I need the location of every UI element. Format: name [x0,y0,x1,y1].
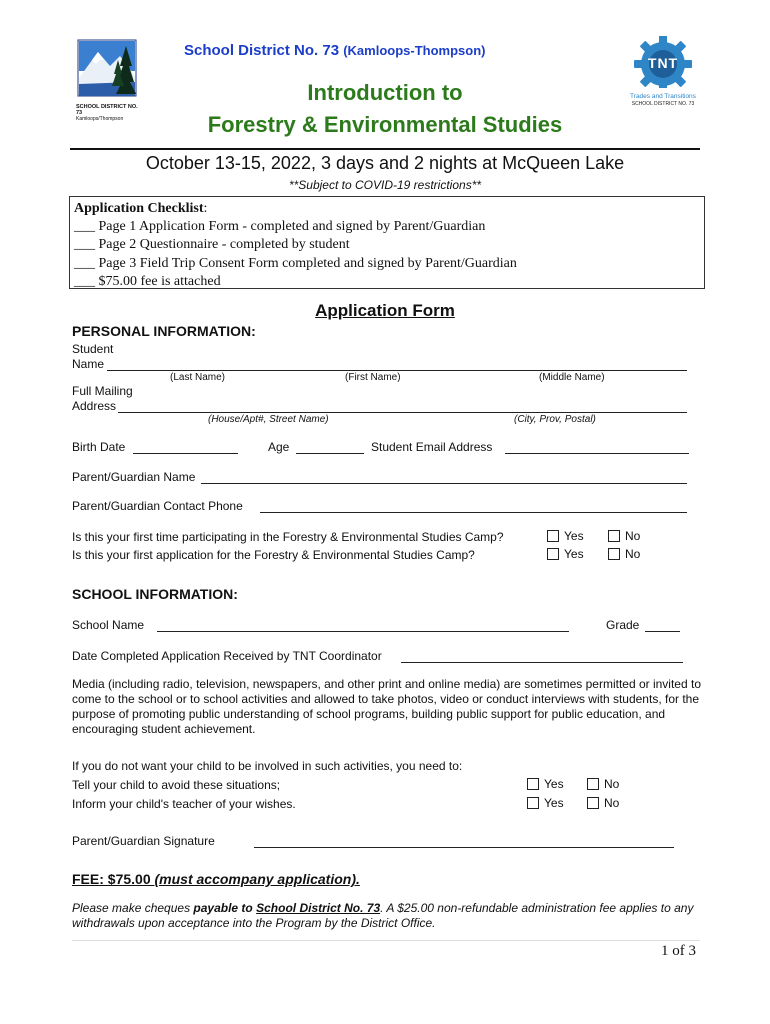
student-name-field[interactable] [107,370,687,371]
birth-date-label: Birth Date [72,440,126,454]
covid-note: **Subject to COVID-19 restrictions** [288,178,482,192]
checklist-item: ___ Page 3 Field Trip Consent Form completed and signed by Parent/Guardian [74,255,517,271]
fee-note: Please make cheques payable to School District No. 73. A $25.00 non-refundable administration fee applies to any withdrawals upon acceptance into the Program by the District Office. [72,901,694,930]
middle-name-caption: (Middle Name) [539,372,605,383]
student-name-label2: Name [72,357,105,371]
camp-dates: October 13-15, 2022, 3 days and 2 nights at McQueen Lake [145,153,625,173]
parent-phone-field[interactable] [260,512,687,513]
header-divider [70,148,700,150]
school-name-field[interactable] [157,631,569,632]
street-caption: (House/Apt#, Street Name) [208,414,329,425]
sd73-logo-text: SCHOOL DISTRICT NO. 73 [76,104,138,116]
q2-yes-option[interactable]: Yes [547,547,584,561]
q1-no-checkbox[interactable] [608,530,620,542]
optout-intro: If you do not want your child to be involved in such activities, you need to: [72,759,463,773]
tnt-logo-subtext: SCHOOL DISTRICT NO. 73 [631,101,695,107]
application-form-heading: Application Form [315,301,455,320]
signature-field[interactable] [254,847,674,848]
optout-tell-child: Tell your child to avoid these situations; [72,778,281,792]
parent-name-label: Parent/Guardian Name [72,470,196,484]
tnt-logo-tagline: Trades and Transitions [630,93,696,100]
question-first-time: Is this your first time participating in the Forestry & Environmental Studies Camp? [72,530,504,544]
q2-no-option[interactable]: No [608,547,640,561]
checklist-title: Application Checklist: [74,201,208,216]
sd73-logo-subtext: Kamloops/Thompson [76,116,124,122]
signature-label: Parent/Guardian Signature [72,834,215,848]
media-paragraph: Media (including radio, television, newspapers, and other print and online media) are sometimes permitted or invited to come to the school or to school activities and allowed to take photos, video or conduct interviews with students, for the purpose of promoting public understanding of school programs, building public support for public education, and encouraging student achievement. [72,677,701,736]
age-label: Age [268,440,290,454]
q2-no-checkbox[interactable] [608,548,620,560]
parent-name-field[interactable] [201,483,687,484]
checklist-item: ___ $75.00 fee is attached [74,273,221,289]
optout1-yes-option[interactable]: Yes [527,777,564,791]
optout-inform-teacher: Inform your child's teacher of your wishes. [72,797,296,811]
question-first-application: Is this your first application for the Forestry & Environmental Studies Camp? [72,548,475,562]
personal-info-heading: PERSONAL INFORMATION: [72,323,256,339]
city-caption: (City, Prov, Postal) [514,414,596,425]
optout2-no-checkbox[interactable] [587,797,599,809]
application-checklist [69,196,705,289]
optout2-yes-option[interactable]: Yes [527,796,564,810]
student-name-label1: Student [72,342,114,356]
birth-date-field[interactable] [133,453,238,454]
last-name-caption: (Last Name) [170,372,226,383]
title-line1: Introduction to [307,80,463,105]
optout2-no-option[interactable]: No [587,796,619,810]
address-label2: Address [72,399,117,413]
fee-heading: FEE: $75.00 (must accompany application). [72,871,360,887]
age-field[interactable] [296,453,364,454]
checklist-item: ___ Page 1 Application Form - completed and signed by Parent/Guardian [74,219,486,235]
email-label: Student Email Address [371,440,493,454]
address-field[interactable] [118,412,687,413]
first-name-caption: (First Name) [345,372,401,383]
school-info-heading: SCHOOL INFORMATION: [72,586,238,602]
checklist-item: ___ Page 2 Questionnaire - completed by student [74,237,350,253]
school-name-label: School Name [72,618,145,632]
optout2-yes-checkbox[interactable] [527,797,539,809]
grade-field[interactable] [645,631,680,632]
tnt-logo-text: TNT [647,55,679,71]
district-label: School District No. 73 [184,42,340,59]
title-line2: Forestry & Environmental Studies [207,112,563,137]
q1-no-option[interactable]: No [608,529,640,543]
parent-phone-label: Parent/Guardian Contact Phone [72,499,243,513]
district-sub: (Kamloops-Thompson) [343,43,486,58]
email-field[interactable] [505,453,689,454]
page-number: 1 of 3 [661,943,696,959]
optout1-yes-checkbox[interactable] [527,778,539,790]
address-label1: Full Mailing [72,384,133,398]
date-received-label: Date Completed Application Received by TNT Coordinator [72,649,382,663]
district-heading [184,42,485,59]
grade-label: Grade [606,618,640,632]
optout1-no-option[interactable]: No [587,777,619,791]
q1-yes-option[interactable]: Yes [547,529,584,543]
q1-yes-checkbox[interactable] [547,530,559,542]
date-received-field[interactable] [401,662,683,663]
q2-yes-checkbox[interactable] [547,548,559,560]
footer-divider [72,940,700,941]
optout1-no-checkbox[interactable] [587,778,599,790]
